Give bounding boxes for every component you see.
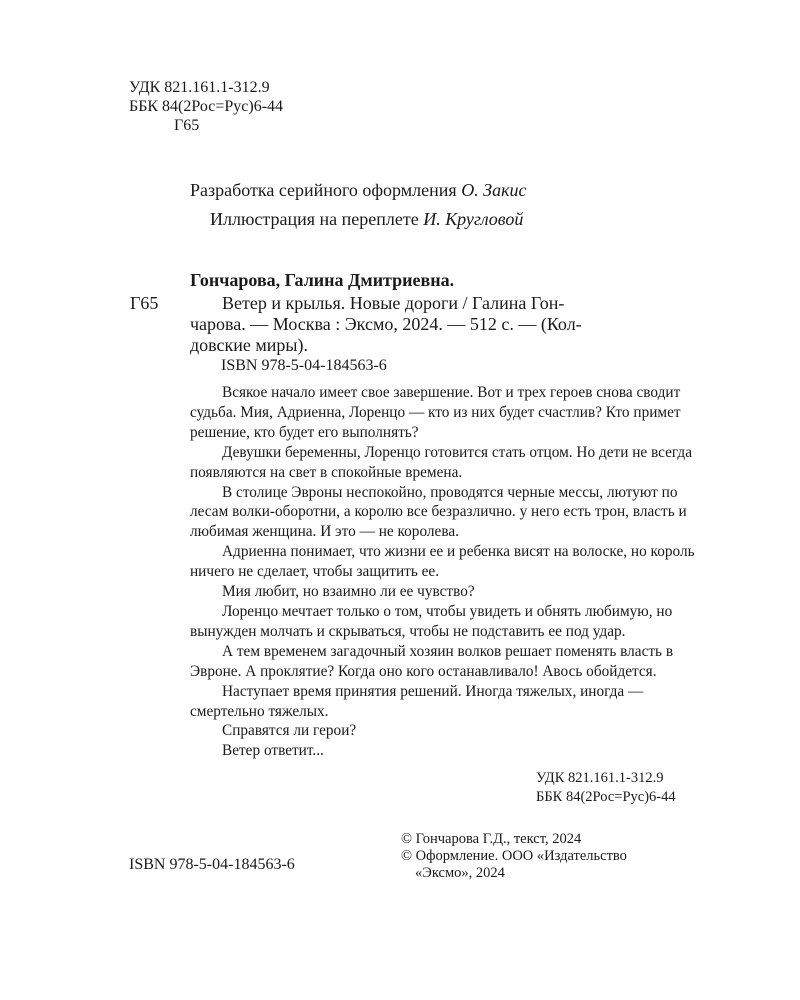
illustration-credit-name: И. Кругловой	[423, 209, 524, 229]
isbn-line: ISBN 978-5-04-184563-6	[221, 357, 387, 374]
bib-line-1: Ветер и крылья. Новые дороги / Галина Гон-	[222, 293, 565, 313]
annotation-paragraph: В столице Эвроны неспокойно, проводятся черные мессы, лютуют по лесам волки-оборотни, а королю все безразлично. у него есть трон, власть и любимая женщина. И это — не королева.	[190, 483, 687, 541]
design-credit-label: Разработка серийного оформления	[190, 180, 462, 200]
isbn-bottom: ISBN 978-5-04-184563-6	[129, 856, 295, 873]
annotation-paragraph: Всякое начало имеет свое завершение. Вот и трех героев снова сводит судьба. Мия, Адриенна, Лоренцо — кто из них будет счастлив? Кто примет решение, кто будет его выполнять?	[190, 384, 681, 441]
annotation-paragraph: Мия любит, но взаимно ли ее чувство?	[222, 583, 475, 601]
copyright-design: © Оформление. ООО «Издательство	[401, 848, 627, 864]
bbk-code: ББК 84(2Рос=Рус)6-44	[129, 98, 284, 115]
copyright-text: © Гончарова Г.Д., текст, 2024	[401, 831, 582, 847]
annotation-paragraph: Ветер ответит...	[222, 742, 324, 760]
bottom-classification-block	[536, 769, 676, 807]
copyright-publisher: «Эксмо», 2024	[415, 865, 505, 881]
bottom-udk-code: УДК 821.161.1-312.9	[536, 770, 664, 786]
bibliographic-description	[190, 293, 714, 356]
design-credit-name: О. Закис	[461, 180, 527, 200]
annotation-paragraph: А тем временем загадочный хозяин волков решает поменять власть в Эвроне. А проклятие? Когда оно кого останавливало! Авось обойдется.	[190, 642, 674, 680]
author-heading: Гончарова, Галина Дмитриевна.	[190, 270, 455, 290]
bib-line-3: довские миры).	[190, 335, 309, 355]
author-mark: Г65	[174, 117, 200, 134]
classification-block	[129, 78, 283, 135]
series-design-credit	[190, 180, 527, 201]
illustration-credit	[210, 209, 523, 230]
annotation-paragraph: Лоренцо мечтает только о том, чтобы увидеть и обнять любимую, но вынужден молчать и скрываться, чтобы не подставить ее под удар.	[190, 602, 673, 640]
illustration-credit-label: Иллюстрация на переплете	[210, 209, 424, 229]
annotation	[190, 383, 714, 761]
bibliographic-author-mark: Г65	[130, 293, 159, 313]
bib-line-2: чарова. — Москва : Эксмо, 2024. — 512 с. — (Кол-	[190, 314, 582, 334]
annotation-paragraph: Адриенна понимает, что жизни ее и ребенка висят на волоске, но король ничего не сделает, чтобы защитить ее.	[190, 543, 695, 581]
bottom-bbk-code: ББК 84(2Рос=Рус)6-44	[536, 789, 676, 805]
udk-code: УДК 821.161.1-312.9	[129, 79, 270, 96]
copyright-block	[401, 831, 627, 882]
annotation-paragraph: Наступает время принятия решений. Иногда тяжелых, иногда — смертельно тяжелых.	[190, 682, 644, 720]
annotation-paragraph: Девушки беременны, Лоренцо готовится стать отцом. Но дети не всегда появляются на свет в спокойные времена.	[190, 443, 692, 481]
annotation-paragraph: Справятся ли герои?	[222, 722, 357, 740]
